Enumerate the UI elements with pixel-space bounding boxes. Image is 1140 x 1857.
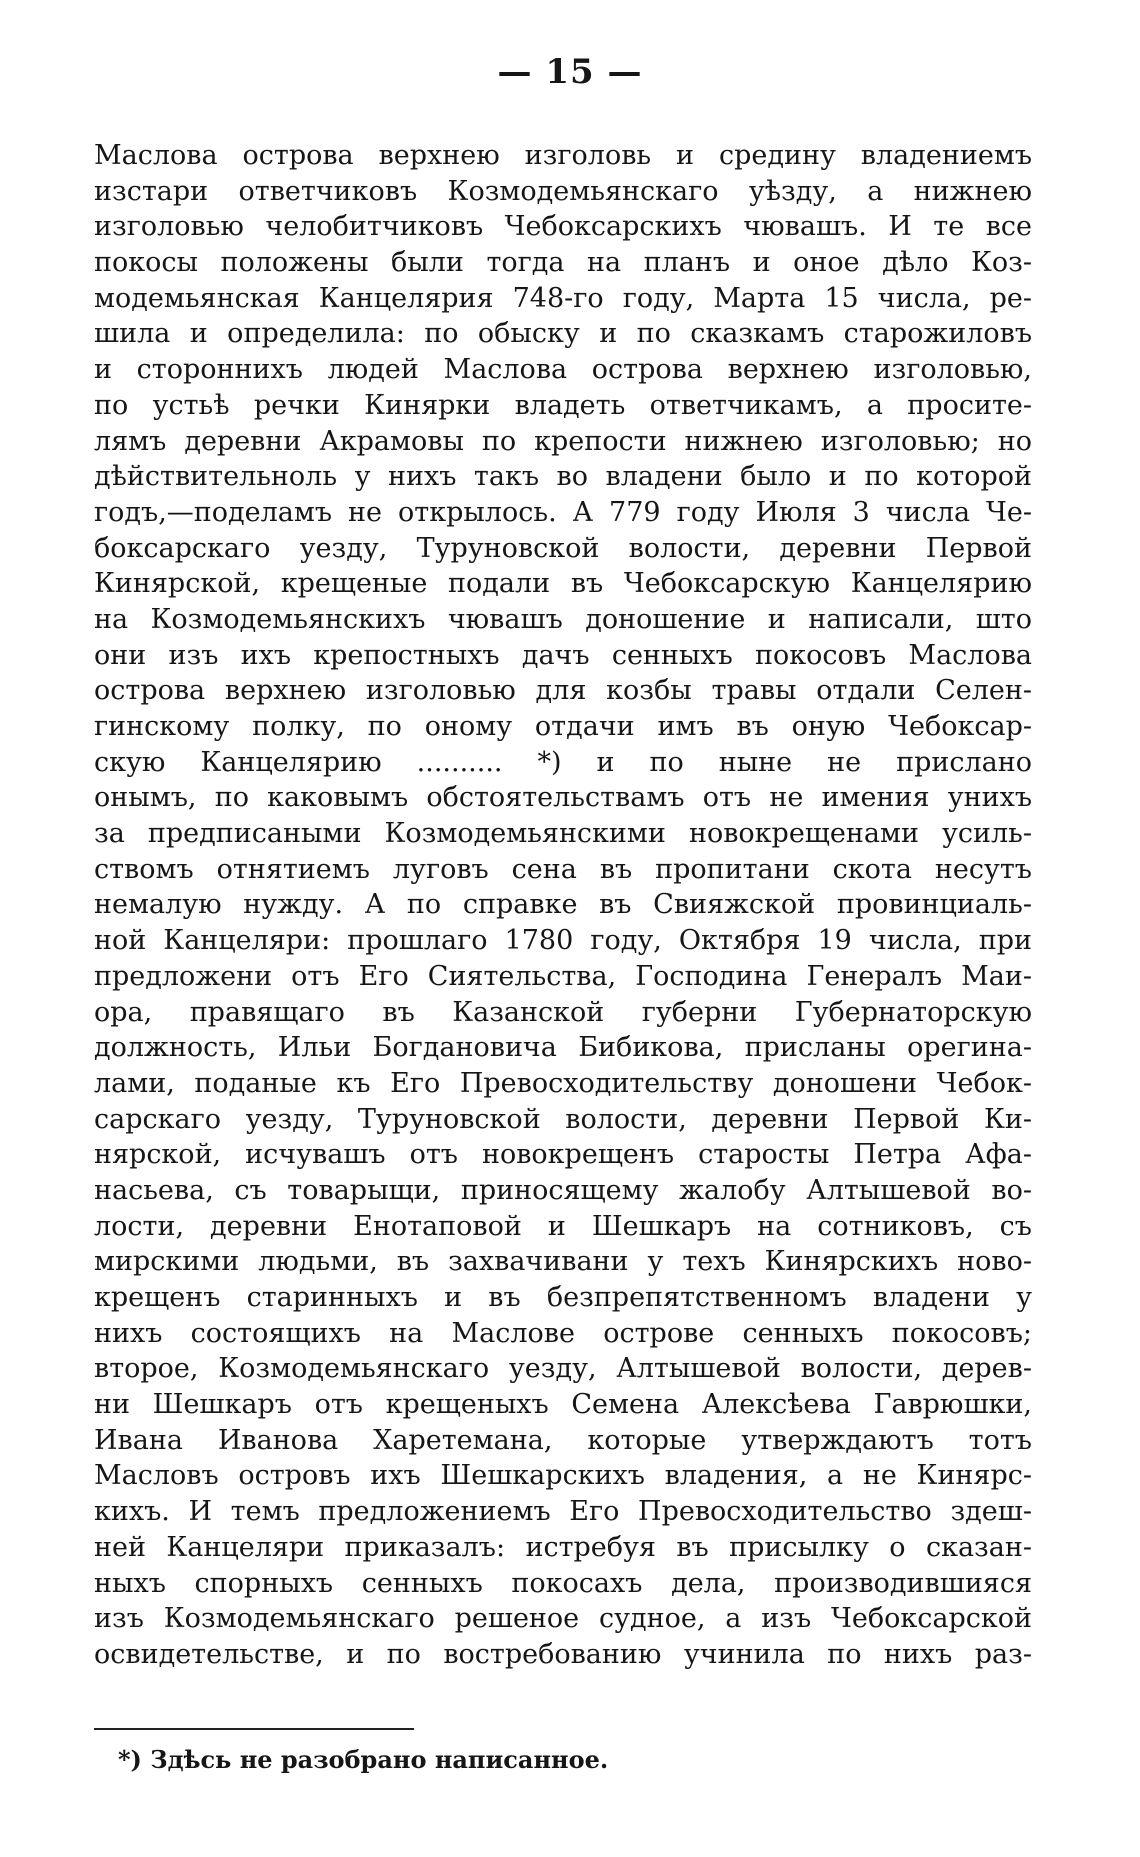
text-line: ной Канцеляри: прошлаго 1780 году, Октября 19 числа, при (94, 925, 1032, 957)
text-line: освидетельстве, и по востребованию учинила по нихъ раз- (94, 1638, 1032, 1670)
text-line: острова верхнею изголовью для козбы травы отдали Селен- (94, 675, 1032, 707)
text-line: покосы положены были тогда на планъ и оное дѣло Коз- (94, 247, 1032, 279)
text-line: должность, Ильи Богдановича Бибикова, присланы орегина- (94, 1032, 1032, 1064)
text-line: ствомъ отнятиемъ луговъ сена въ пропитани скота несутъ (94, 853, 1032, 885)
text-line: они изъ ихъ крепостныхъ дачъ сенныхъ покосовъ Маслова (94, 639, 1032, 671)
text-line: и стороннихъ людей Маслова острова верхнею изголовью, (94, 354, 1032, 386)
text-line: насьева, съ товарыщи, приносящему жалобу Алтышевой во- (94, 1174, 1032, 1206)
footnote-divider (94, 1728, 414, 1730)
text-line: предложени отъ Его Сиятельства, Господина Генералъ Маи- (94, 960, 1032, 992)
text-line: гинскому полку, по оному отдачи имъ въ оную Чебоксар- (94, 711, 1032, 742)
text-line: изголовью челобитчиковъ Чебоксарскихъ чювашъ. И те все (94, 211, 1032, 243)
body-text (94, 138, 1032, 1673)
text-line: ни Шешкаръ отъ крещеныхъ Семена Алексѣева Гаврюшки, (94, 1389, 1032, 1421)
text-line: ней Канцеляри приказалъ: истребуя въ присылку о сказан- (94, 1531, 1032, 1563)
text-line: Маслова острова верхнею изголовь и средину владениемъ (94, 140, 1032, 171)
text-line: сарскаго уезду, Туруновской волости, деревни Первой Ки- (94, 1103, 1032, 1135)
text-line: скую Канцелярию .......... *) и по ныне не прислано (94, 746, 1032, 778)
text-line: онымъ, по каковымъ обстоятельствамъ отъ не имения унихъ (94, 782, 1032, 814)
text-line: крещенъ старинныхъ и въ безпрепятственномъ владени у (94, 1282, 1032, 1313)
text-line: ныхъ спорныхъ сенныхъ покосахъ дела, производившияся (94, 1567, 1032, 1599)
text-line: годъ,—поделамъ не открылось. А 779 году Июля 3 числа Че- (94, 496, 1032, 528)
text-line: за предписаными Козмодемьянскими новокрещенами усиль- (94, 818, 1032, 850)
text-line: лямъ деревни Акрамовы по крепости нижнею изголовью; но (94, 425, 1032, 457)
text-line: на Козмодемьянскихъ чювашъ доношение и написали, што (94, 603, 1032, 635)
text-line: Кинярской, крещеные подали въ Чебоксарскую Канцелярию (94, 568, 1032, 600)
text-line: дѣйствительноль у нихъ такъ во владени было и по которой (94, 461, 1032, 493)
text-line: ора, правящаго въ Казанской губерни Губернаторскую (94, 996, 1032, 1028)
text-line: мирскими людьми, въ захвачивани у техъ Кинярскихъ ново- (94, 1246, 1032, 1278)
text-line: лости, деревни Енотаповой и Шешкаръ на сотниковъ, съ (94, 1210, 1032, 1242)
text-line: модемьянская Канцелярия 748-го году, Марта 15 числа, ре- (94, 282, 1032, 314)
footnote: *) Здѣсь не разобрано написанное. (118, 1745, 609, 1774)
text-line: Ивана Иванова Харетемана, которые утверждаютъ тотъ (94, 1424, 1032, 1456)
text-line: лами, поданые къ Его Превосходительству доношени Чебок- (94, 1067, 1032, 1099)
text-line: Масловъ островъ ихъ Шешкарскихъ владения, а не Кинярс- (94, 1460, 1032, 1492)
text-line: шила и определила: по обыску и по сказкамъ старожиловъ (94, 318, 1032, 350)
text-line: по устьѣ речки Кинярки владеть ответчикамъ, а просите- (94, 389, 1032, 421)
text-line: кихъ. И темъ предложениемъ Его Превосходительство здеш- (94, 1496, 1032, 1528)
text-line: второе, Козмодемьянскаго уезду, Алтышевой волости, дерев- (94, 1353, 1032, 1385)
text-line: боксарскаго уезду, Туруновской волости, деревни Первой (94, 532, 1032, 564)
text-line: нярской, исчувашъ отъ новокрещенъ старосты Петра Афа- (94, 1139, 1032, 1171)
text-line: немалую нужду. А по справке въ Свияжской провинциаль- (94, 889, 1032, 921)
text-line: изъ Козмодемьянскаго решеное судное, а изъ Чебоксарской (94, 1603, 1032, 1635)
text-line: изстари ответчиковъ Козмодемьянскаго уѣзду, а нижнею (94, 175, 1032, 207)
page-number: — 15 — (497, 52, 643, 92)
text-line: нихъ состоящихъ на Маслове острове сенныхъ покосовъ; (94, 1317, 1032, 1349)
